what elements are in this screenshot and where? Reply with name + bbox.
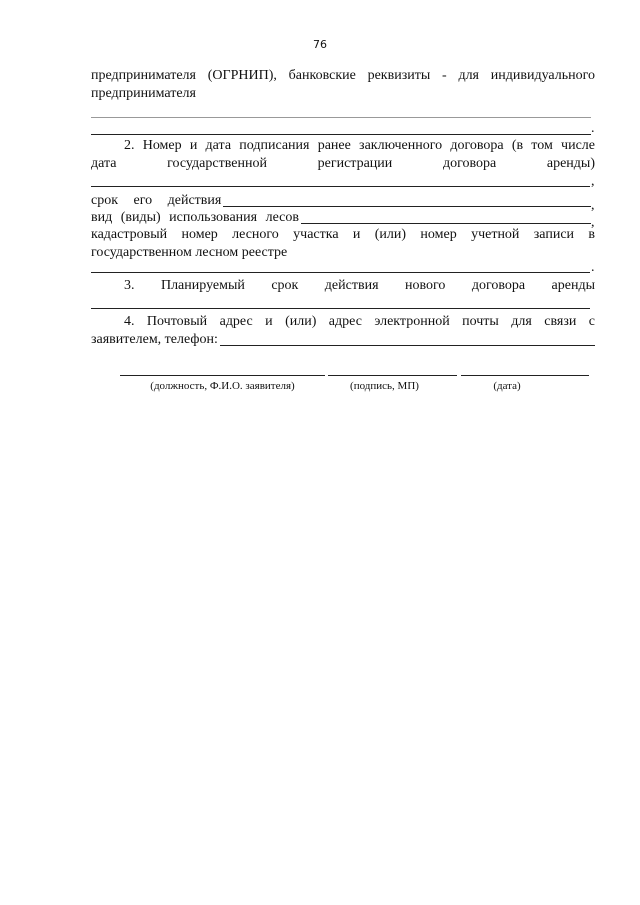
item4-line-1: 4. Почтовый адрес и (или) адрес электронной почты для связи с — [124, 314, 595, 329]
term-label: срок его действия — [91, 193, 222, 208]
cadastral-line-2: государственном лесном реестре — [91, 245, 288, 260]
new-term-fill-line[interactable] — [91, 308, 590, 309]
term-fill-line[interactable] — [223, 206, 591, 207]
date-caption: (дата) — [493, 380, 521, 392]
position-fill-line[interactable] — [120, 375, 325, 376]
contact-row — [91, 331, 595, 349]
item2-comma-3: , — [591, 215, 595, 230]
page-number: 76 — [313, 38, 327, 51]
item3-line-1: 3. Планируемый срок действия нового договора аренды — [124, 278, 595, 293]
signature-fill-line[interactable] — [328, 375, 457, 376]
item2-comma-1: , — [591, 174, 595, 189]
intro-fill-line-1[interactable] — [91, 117, 591, 118]
item2-end-punct: . — [591, 260, 595, 275]
intro-line-1: предпринимателя (ОГРНИП), банковские реквизиты - для индивидуального — [91, 68, 595, 83]
cadastral-fill-line[interactable] — [91, 272, 590, 273]
intro-end-punct: . — [591, 121, 595, 136]
contact-label: заявителем, телефон: — [91, 332, 218, 347]
use-label: вид (виды) использования лесов — [91, 210, 299, 225]
use-row — [91, 209, 591, 227]
position-caption: (должность, Ф.И.О. заявителя) — [150, 380, 295, 392]
contact-fill-line[interactable] — [220, 345, 595, 346]
term-row — [91, 192, 591, 210]
item2-line-2: дата государственной регистрации договора аренды) — [91, 156, 595, 171]
item2-line-1: 2. Номер и дата подписания ранее заключенного договора (в том числе — [124, 138, 595, 153]
date-fill-line[interactable] — [461, 375, 589, 376]
intro-line-2: предпринимателя — [91, 86, 196, 101]
intro-fill-line-2[interactable] — [91, 134, 591, 135]
contract-number-fill-line[interactable] — [91, 186, 590, 187]
signature-caption: (подпись, МП) — [350, 380, 419, 392]
item2-comma-2: , — [591, 198, 595, 213]
use-fill-line[interactable] — [301, 223, 591, 224]
cadastral-line-1: кадастровый номер лесного участка и (или) номер учетной записи в — [91, 227, 595, 242]
